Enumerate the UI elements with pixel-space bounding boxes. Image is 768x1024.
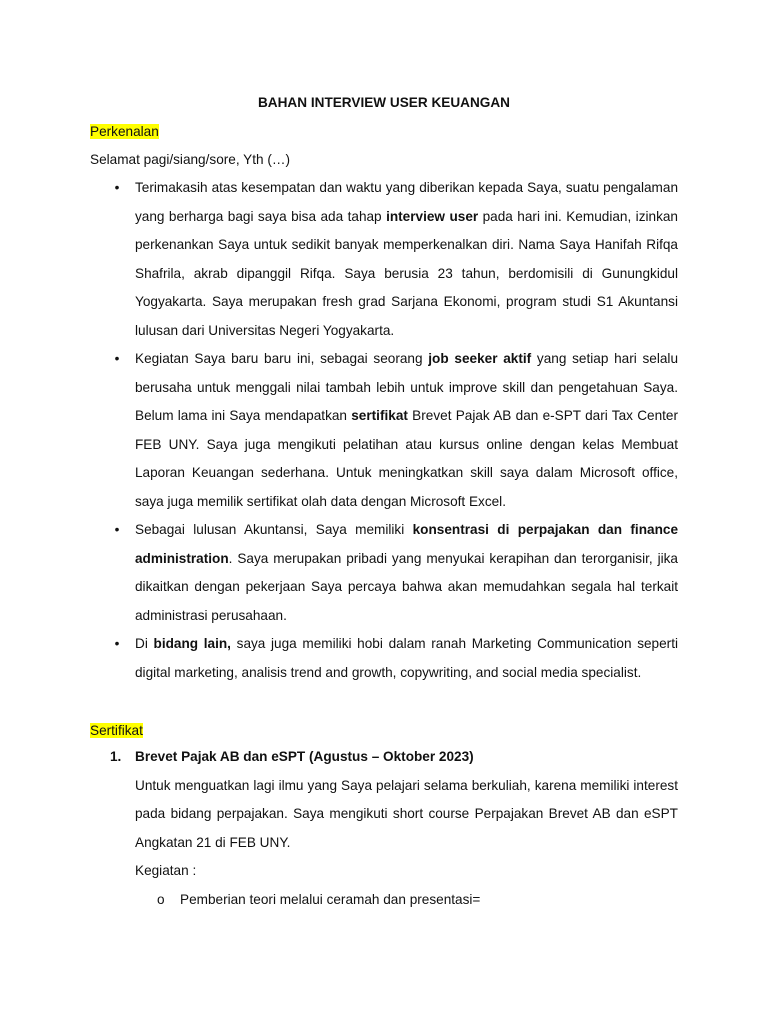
bullet-text: Sebagai lulusan Akuntansi, Saya memiliki konsentrasi di perpajakan dan finance administration. Saya merupakan pribadi yang menyukai kerapihan dan terorganisir, jika dikaitkan dengan pekerjaan Saya percaya bahwa akan memudahkan segala hal terkait administrasi perusahaan. <box>135 522 679 623</box>
list-number: 1. <box>110 749 122 764</box>
list-item <box>90 345 678 517</box>
bullet-icon: • <box>114 180 120 195</box>
kegiatan-label: Kegiatan : <box>135 863 197 879</box>
certificate-paragraph: Untuk menguatkan lagi ilmu yang Saya pelajari selama berkuliah, karena memiliki interest pada bidang perpajakan. Saya mengikuti short course Perpajakan Brevet AB dan eSPT Angkatan 21 di FEB UNY. <box>135 777 678 850</box>
bullet-icon: • <box>114 636 120 651</box>
bullet-text: Terimakasih atas kesempatan dan waktu yang diberikan kepada Saya, suatu pengalaman yang berharga bagi saya bisa ada tahap interview user pada hari ini. Kemudian, izinkan perkenankan Saya untuk sedikit banyak memperkenalkan diri. Nama Saya Hanifah Rifqa Shafrila, akrab dipanggil Rifqa. Saya berusia 23 tahun, berdomisili di Gunungkidul Yogyakarta. Saya merupakan fresh grad Sarjana Ekonomi, program studi S1 Akuntansi lulusan dari Universitas Negeri Yogyakarta. <box>135 180 678 338</box>
list-item <box>90 630 678 687</box>
certificate-item <box>90 743 678 915</box>
greeting-line: Selamat pagi/siang/sore, Yth (…) <box>90 152 290 167</box>
list-item <box>90 174 678 346</box>
bullet-icon: • <box>114 351 120 366</box>
section-heading-sertifikat: Sertifikat <box>90 723 143 738</box>
activity-item <box>135 886 678 915</box>
bullet-text: Kegiatan Saya baru baru ini, sebagai seorang job seeker aktif yang setiap hari selalu berusaha untuk menggali nilai tambah lebih untuk improve skill dan pengetahuan Saya. Belum lama ini Saya mendapatkan sertifikat Brevet Pajak AB dan e-SPT dari Tax Center FEB UNY. Saya juga mengikuti pelatihan atau kursus online dengan kelas Membuat Laporan Keuangan sederhana. Untuk meningkatkan skill saya dalam Microsoft office, saya juga memilik sertifikat olah data dengan Microsoft Excel. <box>135 351 679 509</box>
list-item <box>90 516 678 630</box>
bullet-icon: • <box>114 522 120 537</box>
circle-bullet-icon: o <box>157 891 165 907</box>
page-title: BAHAN INTERVIEW USER KEUANGAN <box>257 95 510 110</box>
section-heading-perkenalan: Perkenalan <box>90 124 159 139</box>
activity-text: Pemberian teori melalui ceramah dan presentasi= <box>180 891 481 907</box>
certificate-heading: Brevet Pajak AB dan eSPT (Agustus – Oktober 2023) <box>135 749 474 764</box>
bullet-text: Di bidang lain, saya juga memiliki hobi dalam ranah Marketing Communication seperti digital marketing, analisis trend and growth, copywriting, and social media specialist. <box>135 636 678 680</box>
